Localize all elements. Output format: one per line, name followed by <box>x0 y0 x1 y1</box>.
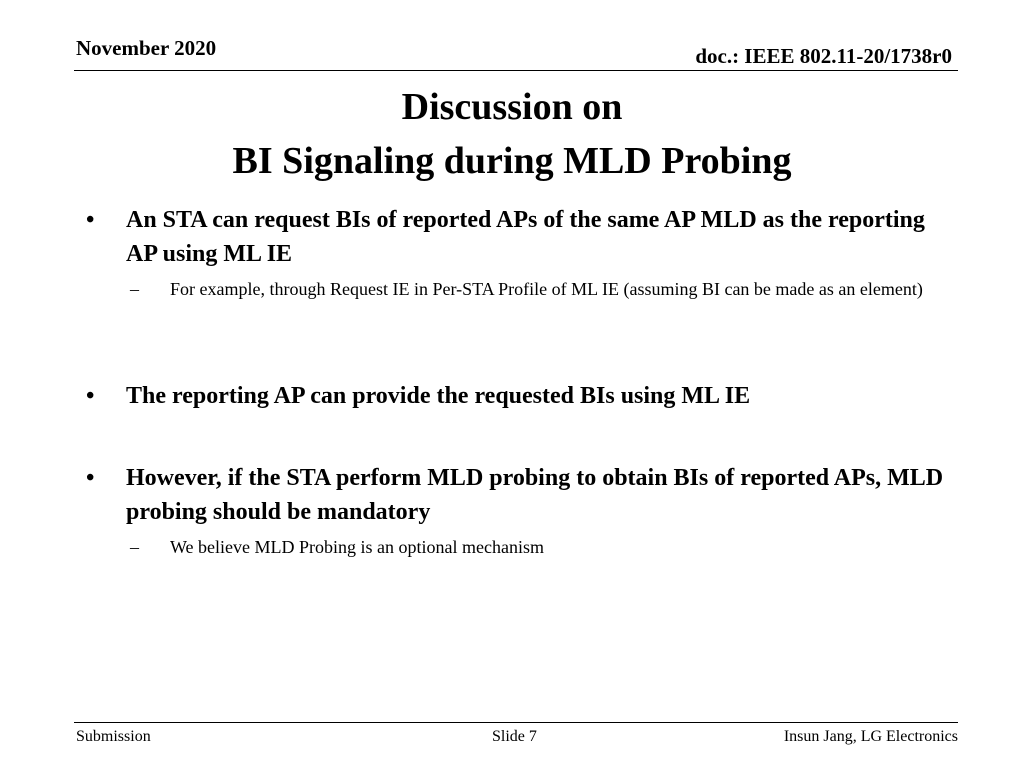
bullet-2-text: The reporting AP can provide the requested BIs using ML IE <box>126 383 751 409</box>
footer-submission: Submission <box>76 728 151 745</box>
bullet-marker: • <box>86 207 95 233</box>
header-date: November 2020 <box>76 36 217 60</box>
header-doc-id: doc.: IEEE 802.11-20/1738r0 <box>695 44 952 68</box>
bullet-3 <box>86 461 956 529</box>
bullet-1-sub <box>130 276 960 303</box>
footer-author: Insun Jang, LG Electronics <box>783 728 958 745</box>
sub-marker: – <box>130 537 139 557</box>
bullet-1 <box>86 203 956 271</box>
bullet-1-text: An STA can request BIs of reported APs of the same AP MLD as the reporting AP using ML IE <box>126 207 925 267</box>
bullet-3-sub <box>130 534 960 561</box>
title-line-1: Discussion on <box>401 86 623 128</box>
footer-slide-number: Slide 7 <box>492 728 537 745</box>
header-divider <box>74 70 958 71</box>
bullet-3-sub-text: We believe MLD Probing is an optional mechanism <box>170 537 544 557</box>
sub-marker: – <box>130 279 139 299</box>
bullet-marker: • <box>86 383 95 409</box>
bullet-3-text: However, if the STA perform MLD probing to obtain BIs of reported APs, MLD probing should be mandatory <box>126 465 944 525</box>
title-line-2: BI Signaling during MLD Probing <box>232 140 792 182</box>
bullet-1-sub-text: For example, through Request IE in Per-STA Profile of ML IE (assuming BI can be made as an element) <box>170 279 923 299</box>
bullet-2 <box>86 379 956 413</box>
footer-divider <box>74 722 958 723</box>
slide-title <box>0 80 1024 188</box>
bullet-marker: • <box>86 465 95 491</box>
